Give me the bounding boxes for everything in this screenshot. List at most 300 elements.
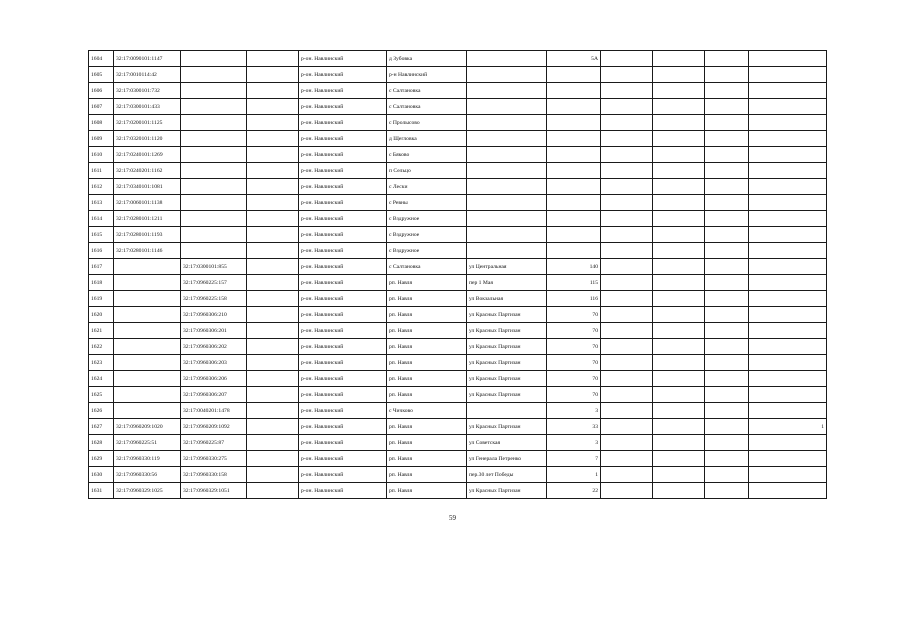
table-row (89, 195, 827, 211)
table-row (89, 291, 827, 307)
mark-cell (749, 339, 827, 355)
settlement-cell: с Вздружное (387, 211, 467, 227)
district-cell: р-он. Навлинский (299, 243, 387, 259)
table-row (89, 419, 827, 435)
empty-cell (601, 163, 653, 179)
empty-cell (705, 211, 749, 227)
street-cell (467, 179, 547, 195)
row-number-cell: 1631 (89, 483, 114, 499)
cadastral-number-cell (114, 355, 181, 371)
page-number: 59 (449, 514, 456, 522)
object-cadastral-number-cell: 32:17:0960306:202 (181, 339, 247, 355)
district-cell: р-он. Навлинский (299, 99, 387, 115)
empty-cell (705, 451, 749, 467)
cadastral-number-cell: 32:17:0240201:1162 (114, 163, 181, 179)
mark-cell (749, 211, 827, 227)
settlement-cell: с Салтановка (387, 259, 467, 275)
empty-cell (601, 419, 653, 435)
empty-cell (247, 483, 299, 499)
street-cell: ул Генерала Петренко (467, 451, 547, 467)
empty-cell (601, 307, 653, 323)
empty-cell (653, 83, 705, 99)
house-number-cell (547, 243, 601, 259)
house-number-cell: 7 (547, 451, 601, 467)
street-cell: ул Красных Партизан (467, 387, 547, 403)
empty-cell (601, 371, 653, 387)
object-cadastral-number-cell (181, 115, 247, 131)
empty-cell (601, 339, 653, 355)
district-cell: р-он. Навлинский (299, 419, 387, 435)
row-number-cell: 1612 (89, 179, 114, 195)
house-number-cell: 70 (547, 355, 601, 371)
object-cadastral-number-cell: 32:17:0960225:157 (181, 275, 247, 291)
street-cell (467, 99, 547, 115)
district-cell: р-он. Навлинский (299, 115, 387, 131)
empty-cell (247, 435, 299, 451)
object-cadastral-number-cell: 32:17:0040201:1478 (181, 403, 247, 419)
cadastral-number-cell: 32:17:0320101:1120 (114, 131, 181, 147)
table-row (89, 435, 827, 451)
object-cadastral-number-cell: 32:17:0960329:1051 (181, 483, 247, 499)
cadastral-number-cell: 32:17:0280101:1211 (114, 211, 181, 227)
house-number-cell: 5А (547, 51, 601, 67)
object-cadastral-number-cell (181, 99, 247, 115)
empty-cell (653, 451, 705, 467)
empty-cell (601, 323, 653, 339)
row-number-cell: 1606 (89, 83, 114, 99)
empty-cell (705, 467, 749, 483)
empty-cell (247, 51, 299, 67)
table-row (89, 83, 827, 99)
empty-cell (653, 467, 705, 483)
cadastral-number-cell (114, 259, 181, 275)
district-cell: р-он. Навлинский (299, 195, 387, 211)
empty-cell (601, 195, 653, 211)
street-cell: ул Красных Партизан (467, 371, 547, 387)
empty-cell (247, 403, 299, 419)
row-number-cell: 1619 (89, 291, 114, 307)
street-cell (467, 403, 547, 419)
cadastral-number-cell (114, 339, 181, 355)
cadastral-number-cell (114, 323, 181, 339)
street-cell (467, 115, 547, 131)
row-number-cell: 1615 (89, 227, 114, 243)
settlement-cell: рп. Навля (387, 483, 467, 499)
street-cell: ул Красных Партизан (467, 307, 547, 323)
empty-cell (705, 67, 749, 83)
object-cadastral-number-cell: 32:17:0960225:87 (181, 435, 247, 451)
empty-cell (653, 67, 705, 83)
empty-cell (653, 403, 705, 419)
empty-cell (653, 371, 705, 387)
empty-cell (705, 403, 749, 419)
empty-cell (601, 51, 653, 67)
street-cell (467, 67, 547, 83)
house-number-cell (547, 163, 601, 179)
empty-cell (705, 259, 749, 275)
mark-cell (749, 435, 827, 451)
row-number-cell: 1609 (89, 131, 114, 147)
house-number-cell: 116 (547, 291, 601, 307)
mark-cell (749, 131, 827, 147)
row-number-cell: 1630 (89, 467, 114, 483)
settlement-cell: рп. Навля (387, 387, 467, 403)
district-cell: р-он. Навлинский (299, 227, 387, 243)
row-number-cell: 1613 (89, 195, 114, 211)
row-number-cell: 1629 (89, 451, 114, 467)
cadastral-number-cell: 32:17:0960225:51 (114, 435, 181, 451)
street-cell (467, 131, 547, 147)
empty-cell (247, 339, 299, 355)
empty-cell (247, 211, 299, 227)
empty-cell (601, 259, 653, 275)
empty-cell (247, 371, 299, 387)
table-row (89, 259, 827, 275)
empty-cell (247, 387, 299, 403)
house-number-cell (547, 131, 601, 147)
house-number-cell (547, 227, 601, 243)
district-cell: р-он. Навлинский (299, 323, 387, 339)
empty-cell (247, 99, 299, 115)
street-cell: ул Красных Партизан (467, 339, 547, 355)
row-number-cell: 1611 (89, 163, 114, 179)
mark-cell (749, 163, 827, 179)
district-cell: р-он. Навлинский (299, 451, 387, 467)
settlement-cell: рп. Навля (387, 435, 467, 451)
mark-cell (749, 99, 827, 115)
empty-cell (247, 163, 299, 179)
mark-cell (749, 179, 827, 195)
empty-cell (601, 451, 653, 467)
empty-cell (247, 179, 299, 195)
row-number-cell: 1621 (89, 323, 114, 339)
empty-cell (653, 211, 705, 227)
house-number-cell (547, 67, 601, 83)
mark-cell: 1 (749, 419, 827, 435)
house-number-cell (547, 83, 601, 99)
street-cell (467, 147, 547, 163)
object-cadastral-number-cell (181, 163, 247, 179)
settlement-cell: р-н Навлинский (387, 67, 467, 83)
settlement-cell: д Зубовка (387, 51, 467, 67)
settlement-cell: с Лески (387, 179, 467, 195)
mark-cell (749, 243, 827, 259)
settlement-cell: рп. Навля (387, 339, 467, 355)
district-cell: р-он. Навлинский (299, 51, 387, 67)
street-cell: пер 1 Мая (467, 275, 547, 291)
empty-cell (601, 147, 653, 163)
empty-cell (653, 339, 705, 355)
object-cadastral-number-cell (181, 67, 247, 83)
empty-cell (705, 483, 749, 499)
empty-cell (247, 323, 299, 339)
empty-cell (653, 323, 705, 339)
mark-cell (749, 227, 827, 243)
empty-cell (601, 467, 653, 483)
empty-cell (653, 115, 705, 131)
empty-cell (247, 243, 299, 259)
mark-cell (749, 403, 827, 419)
row-number-cell: 1625 (89, 387, 114, 403)
house-number-cell (547, 179, 601, 195)
empty-cell (653, 243, 705, 259)
house-number-cell: 3 (547, 403, 601, 419)
object-cadastral-number-cell (181, 195, 247, 211)
object-cadastral-number-cell (181, 211, 247, 227)
empty-cell (247, 83, 299, 99)
row-number-cell: 1617 (89, 259, 114, 275)
table-row (89, 51, 827, 67)
empty-cell (705, 307, 749, 323)
empty-cell (705, 51, 749, 67)
district-cell: р-он. Навлинский (299, 147, 387, 163)
empty-cell (247, 227, 299, 243)
object-cadastral-number-cell (181, 227, 247, 243)
mark-cell (749, 387, 827, 403)
house-number-cell: 115 (547, 275, 601, 291)
cadastral-number-cell: 32:17:0340101:1081 (114, 179, 181, 195)
district-cell: р-он. Навлинский (299, 371, 387, 387)
row-number-cell: 1608 (89, 115, 114, 131)
cadastral-number-cell (114, 291, 181, 307)
object-cadastral-number-cell: 32:17:0960225:158 (181, 291, 247, 307)
empty-cell (601, 67, 653, 83)
settlement-cell: с Ревны (387, 195, 467, 211)
settlement-cell: с Бяково (387, 147, 467, 163)
object-cadastral-number-cell (181, 179, 247, 195)
empty-cell (705, 435, 749, 451)
street-cell (467, 51, 547, 67)
table-body (89, 51, 827, 499)
cadastral-number-cell: 32:17:0960209:1020 (114, 419, 181, 435)
mark-cell (749, 355, 827, 371)
empty-cell (601, 115, 653, 131)
object-cadastral-number-cell (181, 147, 247, 163)
cadastral-number-cell: 32:17:0300101:732 (114, 83, 181, 99)
empty-cell (705, 291, 749, 307)
cadastral-number-cell (114, 275, 181, 291)
settlement-cell: с Чичково (387, 403, 467, 419)
house-number-cell: 140 (547, 259, 601, 275)
settlement-cell: рп. Навля (387, 371, 467, 387)
empty-cell (601, 131, 653, 147)
table-row (89, 355, 827, 371)
table-row (89, 131, 827, 147)
house-number-cell: 33 (547, 419, 601, 435)
empty-cell (705, 339, 749, 355)
empty-cell (653, 291, 705, 307)
empty-cell (247, 115, 299, 131)
object-cadastral-number-cell: 32:17:0960306:201 (181, 323, 247, 339)
street-cell: ул Красных Партизан (467, 483, 547, 499)
empty-cell (653, 355, 705, 371)
empty-cell (601, 355, 653, 371)
mark-cell (749, 323, 827, 339)
row-number-cell: 1627 (89, 419, 114, 435)
empty-cell (653, 387, 705, 403)
empty-cell (705, 163, 749, 179)
row-number-cell: 1628 (89, 435, 114, 451)
mark-cell (749, 83, 827, 99)
empty-cell (705, 387, 749, 403)
district-cell: р-он. Навлинский (299, 259, 387, 275)
settlement-cell: рп. Навля (387, 355, 467, 371)
cadastral-number-cell: 32:17:0010114:42 (114, 67, 181, 83)
mark-cell (749, 51, 827, 67)
empty-cell (247, 291, 299, 307)
empty-cell (247, 67, 299, 83)
empty-cell (705, 147, 749, 163)
settlement-cell: рп. Навля (387, 451, 467, 467)
empty-cell (705, 275, 749, 291)
settlement-cell: д Щегловка (387, 131, 467, 147)
house-number-cell (547, 115, 601, 131)
table-row (89, 467, 827, 483)
row-number-cell: 1623 (89, 355, 114, 371)
table-row (89, 67, 827, 83)
empty-cell (705, 195, 749, 211)
empty-cell (653, 51, 705, 67)
empty-cell (601, 227, 653, 243)
object-cadastral-number-cell (181, 131, 247, 147)
house-number-cell (547, 211, 601, 227)
empty-cell (705, 227, 749, 243)
table-row (89, 387, 827, 403)
mark-cell (749, 259, 827, 275)
object-cadastral-number-cell (181, 243, 247, 259)
row-number-cell: 1614 (89, 211, 114, 227)
empty-cell (247, 131, 299, 147)
empty-cell (653, 227, 705, 243)
district-cell: р-он. Навлинский (299, 355, 387, 371)
object-cadastral-number-cell: 32:17:0960209:1092 (181, 419, 247, 435)
empty-cell (653, 163, 705, 179)
settlement-cell: с Вздружное (387, 243, 467, 259)
empty-cell (247, 259, 299, 275)
settlement-cell: п Сельцо (387, 163, 467, 179)
empty-cell (601, 291, 653, 307)
row-number-cell: 1622 (89, 339, 114, 355)
empty-cell (705, 83, 749, 99)
settlement-cell: рп. Навля (387, 467, 467, 483)
empty-cell (247, 419, 299, 435)
empty-cell (601, 403, 653, 419)
row-number-cell: 1610 (89, 147, 114, 163)
empty-cell (653, 275, 705, 291)
empty-cell (653, 419, 705, 435)
empty-cell (601, 387, 653, 403)
settlement-cell: рп. Навля (387, 323, 467, 339)
empty-cell (705, 131, 749, 147)
district-cell: р-он. Навлинский (299, 83, 387, 99)
house-number-cell: 70 (547, 323, 601, 339)
street-cell (467, 211, 547, 227)
street-cell (467, 163, 547, 179)
table-row (89, 163, 827, 179)
street-cell: ул Центральная (467, 259, 547, 275)
empty-cell (601, 243, 653, 259)
table-row (89, 307, 827, 323)
mark-cell (749, 451, 827, 467)
object-cadastral-number-cell: 32:17:0300101:855 (181, 259, 247, 275)
mark-cell (749, 275, 827, 291)
cadastral-number-cell: 32:17:0300101:433 (114, 99, 181, 115)
table-row (89, 147, 827, 163)
street-cell: ул Советская (467, 435, 547, 451)
empty-cell (705, 243, 749, 259)
street-cell (467, 243, 547, 259)
settlement-cell: с Вздружное (387, 227, 467, 243)
street-cell (467, 195, 547, 211)
house-number-cell: 1 (547, 467, 601, 483)
mark-cell (749, 291, 827, 307)
row-number-cell: 1624 (89, 371, 114, 387)
table-row (89, 451, 827, 467)
district-cell: р-он. Навлинский (299, 163, 387, 179)
empty-cell (653, 307, 705, 323)
settlement-cell: рп. Навля (387, 419, 467, 435)
settlement-cell: с Салтановка (387, 99, 467, 115)
mark-cell (749, 371, 827, 387)
settlement-cell: рп. Навля (387, 307, 467, 323)
district-cell: р-он. Навлинский (299, 291, 387, 307)
row-number-cell: 1626 (89, 403, 114, 419)
mark-cell (749, 467, 827, 483)
district-cell: р-он. Навлинский (299, 275, 387, 291)
empty-cell (653, 99, 705, 115)
cadastral-number-cell (114, 307, 181, 323)
table-row (89, 179, 827, 195)
table-row (89, 211, 827, 227)
district-cell: р-он. Навлинский (299, 403, 387, 419)
house-number-cell: 70 (547, 307, 601, 323)
empty-cell (601, 99, 653, 115)
district-cell: р-он. Навлинский (299, 435, 387, 451)
empty-cell (653, 147, 705, 163)
empty-cell (653, 483, 705, 499)
object-cadastral-number-cell (181, 83, 247, 99)
cadastral-number-cell: 32:17:0960329:1025 (114, 483, 181, 499)
object-cadastral-number-cell: 32:17:0960330:158 (181, 467, 247, 483)
empty-cell (653, 179, 705, 195)
house-number-cell: 70 (547, 371, 601, 387)
cadastral-number-cell (114, 403, 181, 419)
row-number-cell: 1618 (89, 275, 114, 291)
house-number-cell: 70 (547, 387, 601, 403)
row-number-cell: 1620 (89, 307, 114, 323)
street-cell (467, 227, 547, 243)
street-cell: ул Красных Партизан (467, 419, 547, 435)
settlement-cell: с Пролысово (387, 115, 467, 131)
empty-cell (601, 83, 653, 99)
cadastral-number-cell: 32:17:0240101:1269 (114, 147, 181, 163)
house-number-cell: 70 (547, 339, 601, 355)
empty-cell (247, 195, 299, 211)
empty-cell (601, 435, 653, 451)
empty-cell (705, 323, 749, 339)
object-cadastral-number-cell: 32:17:0960306:207 (181, 387, 247, 403)
mark-cell (749, 195, 827, 211)
cadastral-number-cell (114, 387, 181, 403)
district-cell: р-он. Навлинский (299, 483, 387, 499)
district-cell: р-он. Навлинский (299, 211, 387, 227)
table-row (89, 323, 827, 339)
district-cell: р-он. Навлинский (299, 339, 387, 355)
house-number-cell (547, 147, 601, 163)
empty-cell (247, 307, 299, 323)
table-row (89, 99, 827, 115)
mark-cell (749, 147, 827, 163)
